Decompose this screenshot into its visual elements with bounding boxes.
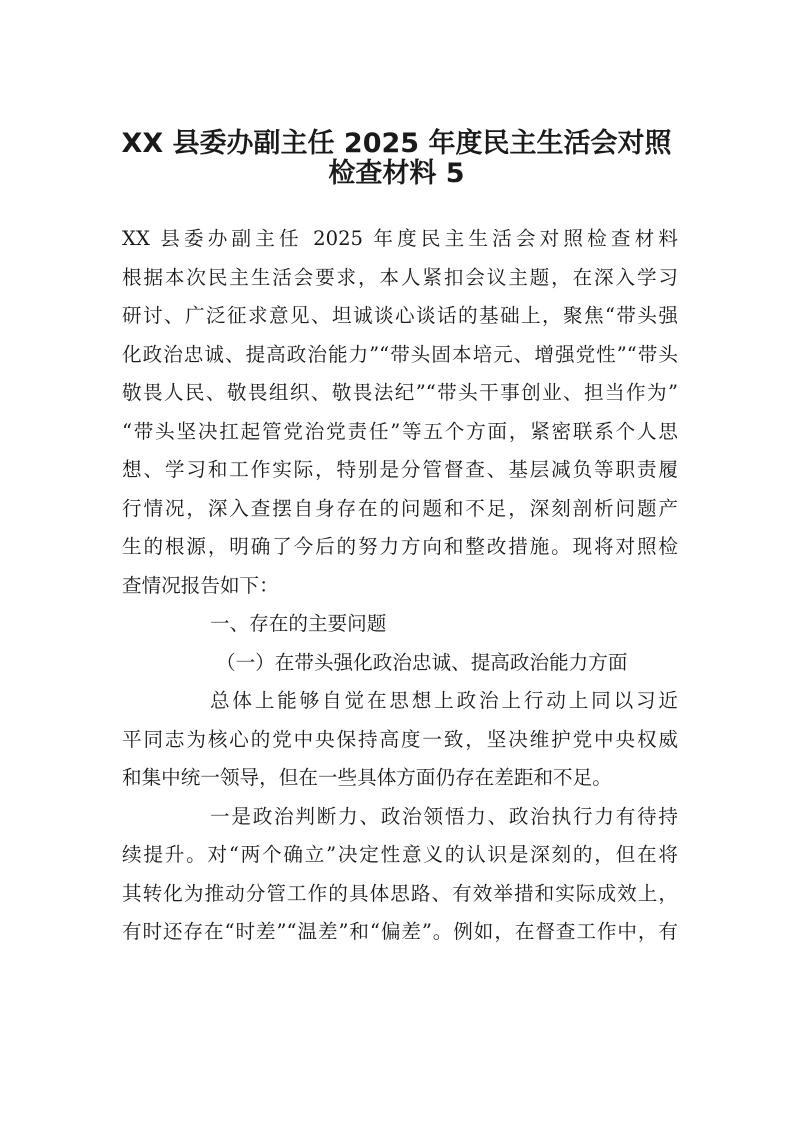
body-line: 一是政治判断力、政治领悟力、政治执行力有待持 — [210, 804, 678, 828]
body-line: 想、学习和工作实际，特别是分管督查、基层减负等职责履 — [122, 458, 678, 481]
body-line: 总体上能够自觉在思想上政治上行动上同以习近 — [210, 689, 678, 712]
body-line: 续提升。对“两个确立”决定性意义的认识是深刻的，但在将 — [122, 843, 678, 866]
body-line: 和集中统一领导，但在一些具体方面仍存在差距和不足。 — [122, 766, 612, 789]
body-line: 有时还存在“时差”“温差”和“偏差”。例如，在督查工作中，有 — [122, 920, 678, 943]
body-line: “带头坚决扛起管党治党责任”等五个方面，紧密联系个人思 — [122, 419, 678, 443]
document-body — [122, 220, 678, 952]
body-line: 生的根源，明确了今后的努力方向和整改措施。现将对照检 — [122, 535, 678, 558]
body-line: 平同志为核心的党中央保持高度一致，坚决维护党中央权威 — [122, 727, 678, 751]
document-title-line-2: 检查材料 5 — [328, 158, 465, 189]
document-title-line-1: XX 县委办副主任 2025 年度民主生活会对照 — [121, 128, 672, 159]
body-line: 根据本次民主生活会要求，本人紧扣会议主题，在深入学习 — [122, 265, 678, 289]
body-line: 查情况报告如下： — [122, 573, 279, 597]
body-line: 其转化为推动分管工作的具体思路、有效举措和实际成效上， — [122, 881, 678, 905]
body-line: 行情况，深入查摆自身存在的问题和不足，深刻剖析问题产 — [122, 496, 678, 520]
body-line: 化政治忠诚、提高政治能力”“带头固本培元、增强党性”“带头 — [122, 342, 678, 366]
section-heading: 一、存在的主要问题 — [210, 612, 387, 635]
body-line: 敬畏人民、敬畏组织、敬畏法纪”“带头干事创业、担当作为” — [122, 381, 678, 404]
subsection-heading: （一）在带头强化政治忠诚、提高政治能力方面 — [216, 650, 628, 674]
body-line: XX 县委办副主任 2025 年度民主生活会对照检查材料 — [122, 227, 678, 250]
body-line: 研讨、广泛征求意见、坦诚谈心谈话的基础上，聚焦“带头强 — [122, 304, 678, 327]
